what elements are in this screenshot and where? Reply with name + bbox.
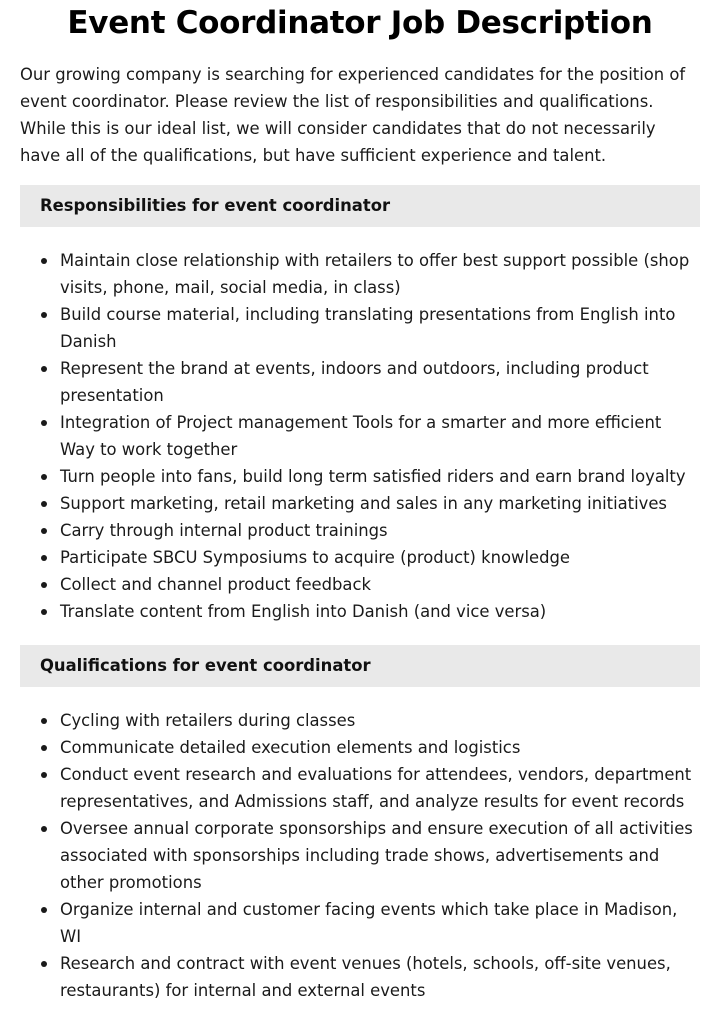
list-item-text: Integration of Project management Tools for a smarter and more efficient Way to work together — [60, 413, 662, 459]
bullet-icon — [41, 907, 47, 913]
list-item — [20, 571, 700, 598]
page-title: Event Coordinator Job Description — [67, 5, 653, 41]
bullet-icon — [41, 528, 47, 534]
list-item-text: Communicate detailed execution elements and logistics — [60, 738, 521, 757]
list-item — [20, 815, 700, 896]
list-item-text: Translate content from English into Danish (and vice versa) — [60, 602, 547, 621]
list-item-text: Build course material, including translating presentations from English into Danish — [60, 305, 676, 351]
list-item-text: Conduct event research and evaluations for attendees, vendors, department representatives, and Admissions staff, and analyze results for event records — [60, 765, 692, 811]
bullet-icon — [41, 826, 47, 832]
list-item — [20, 544, 700, 571]
list-item-text: Maintain close relationship with retailers to offer best support possible (shop visits, phone, mail, social media, in class) — [60, 251, 690, 297]
list-item — [20, 355, 700, 409]
qualifications-list — [20, 707, 700, 1004]
bullet-icon — [41, 474, 47, 480]
bullet-icon — [41, 745, 47, 751]
list-item-text: Research and contract with event venues (hotels, schools, off-site venues, restaurants) for internal and external events — [60, 954, 671, 1000]
bullet-icon — [41, 582, 47, 588]
bullet-icon — [41, 366, 47, 372]
list-item — [20, 490, 700, 517]
intro-paragraph: Our growing company is searching for experienced candidates for the position of event coordinator. Please review the list of responsibilities and qualifications. While this is our ideal list, we will consider candidates that do not necessarily have all of the qualifications, but have sufficient experience and talent. — [20, 65, 686, 165]
bullet-icon — [41, 718, 47, 724]
bullet-icon — [41, 609, 47, 615]
list-item — [20, 301, 700, 355]
list-item-text: Organize internal and customer facing events which take place in Madison, WI — [60, 900, 678, 946]
list-item-text: Represent the brand at events, indoors and outdoors, including product presentation — [60, 359, 649, 405]
list-item — [20, 463, 700, 490]
list-item — [20, 517, 700, 544]
responsibilities-heading: Responsibilities for event coordinator — [20, 185, 700, 227]
list-item — [20, 950, 700, 1004]
list-item — [20, 761, 700, 815]
list-item-text: Support marketing, retail marketing and sales in any marketing initiatives — [60, 494, 667, 513]
bullet-icon — [41, 258, 47, 264]
list-item — [20, 734, 700, 761]
list-item-text: Oversee annual corporate sponsorships and ensure execution of all activities associated with sponsorships including trade shows, advertisements and other promotions — [60, 819, 693, 892]
bullet-icon — [41, 420, 47, 426]
responsibilities-list — [20, 247, 700, 625]
list-item — [20, 707, 700, 734]
list-item-text: Turn people into fans, build long term satisfied riders and earn brand loyalty — [60, 467, 686, 486]
list-item-text: Cycling with retailers during classes — [60, 711, 356, 730]
bullet-icon — [41, 501, 47, 507]
bullet-icon — [41, 772, 47, 778]
bullet-icon — [41, 312, 47, 318]
bullet-icon — [41, 555, 47, 561]
qualifications-heading: Qualifications for event coordinator — [20, 645, 700, 687]
list-item-text: Participate SBCU Symposiums to acquire (product) knowledge — [60, 548, 570, 567]
list-item — [20, 409, 700, 463]
bullet-icon — [41, 961, 47, 967]
list-item-text: Collect and channel product feedback — [60, 575, 371, 594]
list-item — [20, 598, 700, 625]
list-item-text: Carry through internal product trainings — [60, 521, 388, 540]
list-item — [20, 247, 700, 301]
list-item — [20, 896, 700, 950]
